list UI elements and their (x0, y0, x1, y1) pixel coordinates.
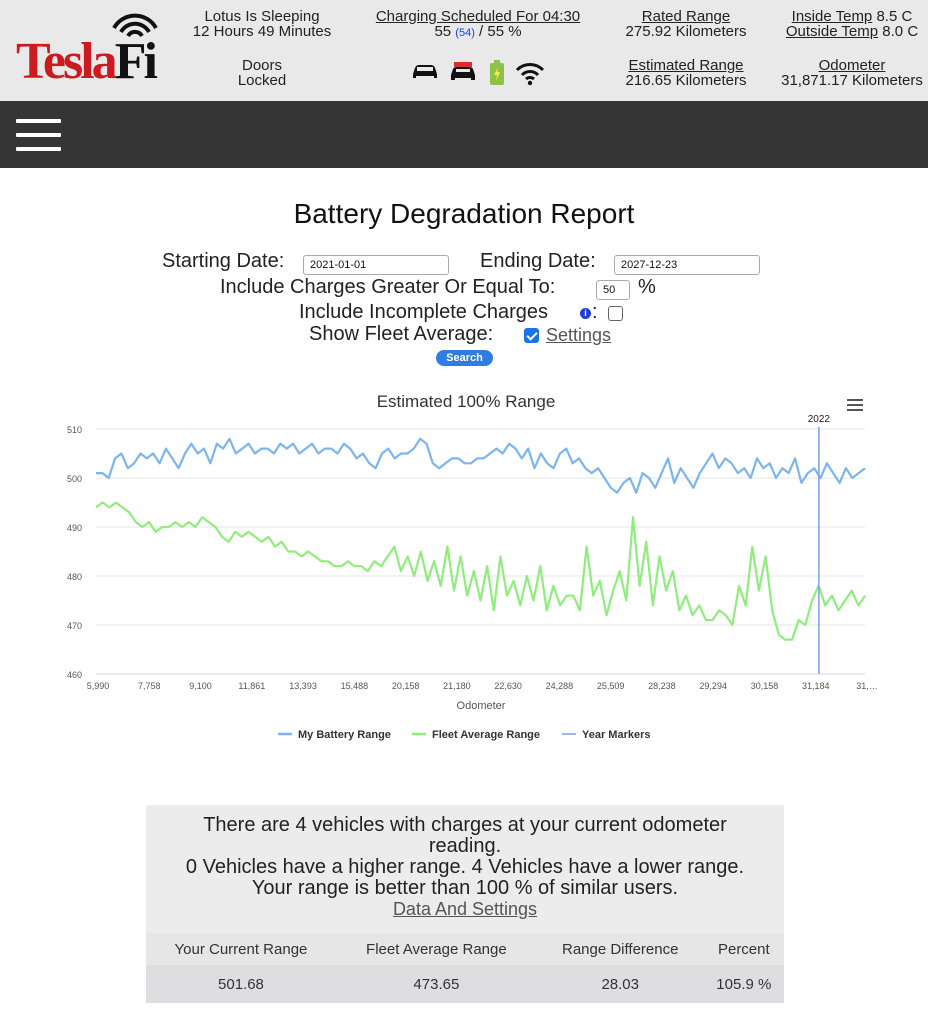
comparison-panel (146, 805, 784, 1000)
fleet-average-range-line (96, 503, 865, 640)
x-tick-label: 29,294 (699, 681, 727, 691)
start-date-input[interactable]: 2021-01-01 (303, 255, 449, 275)
legend-item[interactable] (562, 729, 651, 741)
range-chart (0, 385, 928, 755)
temperature (780, 9, 924, 39)
fleet-label: Show Fleet Average: (309, 323, 494, 345)
table-header: Your Current Range (174, 940, 308, 958)
x-tick-label: 15,488 (340, 681, 369, 691)
charges-label: Include Charges Greater Or Equal To: (220, 276, 556, 298)
settings-link[interactable]: Settings (546, 325, 612, 345)
x-tick-label: 28,238 (648, 681, 676, 691)
incomplete-colon: : (592, 301, 598, 323)
car-icon[interactable] (410, 60, 440, 87)
table-header: Fleet Average Range (366, 940, 507, 958)
chart-gridlines (96, 429, 865, 674)
x-tick-label: 31,… (856, 681, 878, 691)
doors-label: Doors (241, 57, 282, 74)
x-tick-label: 7,758 (138, 681, 161, 691)
charging-status (368, 9, 588, 41)
chart-title: Estimated 100% Range (376, 392, 556, 411)
outside-temp-link[interactable]: Outside Temp (785, 23, 879, 40)
table-row (146, 965, 784, 1003)
y-tick-label: 500 (66, 474, 82, 484)
odometer (778, 58, 926, 88)
fleet-average-value: 473.65 (336, 965, 537, 1003)
y-tick-label: 480 (66, 572, 82, 582)
x-axis-title: Odometer (456, 700, 506, 712)
comparison-line-4: Your range is better than 100 % of similar users. (251, 877, 679, 899)
top-status-bar (0, 0, 928, 101)
year-marker (808, 414, 831, 674)
table-header-row (146, 933, 784, 965)
x-tick-label: 20,158 (391, 681, 420, 691)
comparison-line-2: reading. (428, 835, 502, 857)
start-date-label: Starting Date: (162, 250, 285, 272)
sleep-status-duration: 12 Hours 49 Minutes (192, 23, 332, 40)
inside-temp: Inside Temp 8.5 C (791, 8, 913, 25)
comparison-line-1: There are 4 vehicles with charges at your current odometer (203, 814, 727, 836)
table-header: Range Difference (561, 940, 679, 958)
estimated-range-value: 216.65 Kilometers (625, 72, 747, 89)
percent-value: 105.9 % (704, 965, 784, 1003)
estimated-range (616, 58, 756, 88)
table-header: Percent (717, 940, 770, 958)
x-tick-label: 31,184 (801, 681, 830, 691)
status-icons (410, 60, 550, 88)
rated-range (616, 9, 756, 39)
y-tick-label: 470 (66, 621, 82, 631)
chart-legend (278, 729, 651, 741)
rated-range-value: 275.92 Kilometers (625, 23, 747, 40)
outside-temp: Outside Temp 8.0 C (785, 23, 919, 40)
chart-series (96, 439, 865, 640)
y-tick-label: 460 (66, 670, 82, 680)
inside-temp-link[interactable]: Inside Temp (791, 8, 873, 25)
incomplete-checkbox[interactable] (608, 306, 623, 321)
charging-schedule-link[interactable]: Charging Scheduled For 04:30 (375, 8, 581, 25)
x-tick-label: 11,861 (238, 681, 266, 691)
charges-percent-input[interactable]: 50 (596, 280, 630, 300)
legend-label: Fleet Average Range (432, 729, 541, 741)
doors-value: Locked (237, 72, 287, 89)
end-date-label: Ending Date: (480, 250, 596, 272)
comparison-line-3: 0 Vehicles have a higher range. 4 Vehicles have a lower range. (185, 856, 745, 878)
chart-menu-icon[interactable] (847, 399, 863, 411)
rated-range-link[interactable]: Rated Range (641, 8, 731, 25)
info-icon[interactable]: i (580, 308, 591, 319)
odometer-link[interactable]: Odometer (818, 57, 886, 74)
x-tick-label: 30,158 (750, 681, 779, 691)
legend-label: Year Markers (582, 729, 651, 741)
page-title: Battery Degradation Report (293, 198, 635, 229)
legend-item[interactable] (278, 729, 391, 741)
x-tick-label: 13,393 (289, 681, 317, 691)
sleep-status (192, 9, 332, 39)
doors-status (212, 58, 312, 88)
logo-text: TeslaFi (16, 33, 155, 90)
year-marker-label: 2022 (807, 414, 830, 425)
search-button[interactable]: Search (436, 350, 493, 366)
battery-charging-icon[interactable] (489, 60, 505, 91)
data-settings-link[interactable]: Data And Settings (392, 899, 538, 919)
sleep-status-label: Lotus Is Sleeping (204, 8, 320, 25)
x-tick-label: 25,509 (596, 681, 625, 691)
charges-unit: % (638, 276, 656, 298)
teslafi-logo[interactable] (14, 10, 164, 90)
x-axis-labels (87, 681, 878, 691)
incomplete-label: Include Incomplete Charges (299, 301, 549, 323)
estimated-range-link[interactable]: Estimated Range (628, 57, 744, 74)
legend-label: My Battery Range (298, 729, 391, 741)
nav-bar (0, 101, 928, 168)
y-tick-label: 490 (66, 523, 82, 533)
hamburger-menu-icon[interactable] (16, 119, 61, 151)
end-date-input[interactable]: 2027-12-23 (614, 255, 760, 275)
x-tick-label: 24,288 (545, 681, 574, 691)
range-difference-value: 28.03 (537, 965, 704, 1003)
fleet-average-checkbox[interactable] (524, 328, 539, 343)
my-battery-range-line (96, 439, 865, 493)
car-front-icon[interactable] (449, 60, 477, 89)
x-tick-label: 5,990 (86, 681, 110, 691)
y-axis-labels (67, 425, 82, 680)
comparison-table (146, 933, 784, 1003)
x-tick-label: 22,630 (494, 681, 522, 691)
legend-item[interactable] (412, 729, 540, 741)
y-tick-label: 510 (66, 425, 82, 435)
charging-values: 55 (54) / 55 % (434, 23, 522, 40)
current-range-value: 501.68 (146, 965, 336, 1003)
wifi-icon[interactable] (515, 60, 545, 91)
odometer-value: 31,871.17 Kilometers (781, 72, 923, 89)
wifi-signal-icon (110, 10, 160, 42)
comparison-message (146, 815, 784, 920)
x-tick-label: 21,180 (443, 681, 471, 691)
x-tick-label: 9,100 (189, 681, 212, 691)
